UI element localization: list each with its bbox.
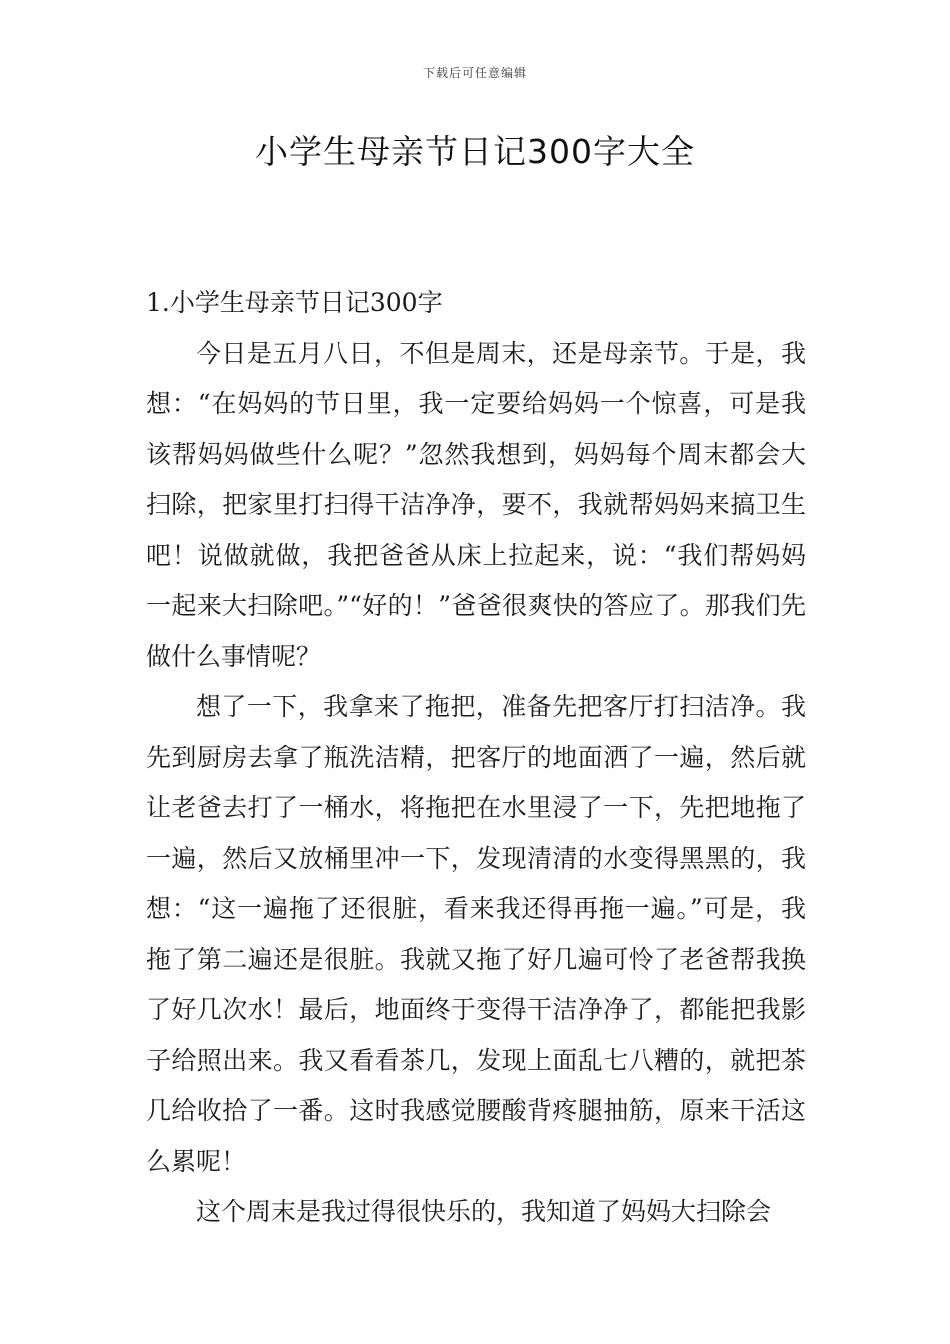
section-heading: 1.小学生母亲节日记300字 — [146, 288, 443, 317]
paragraph: 今日是五月八日，不但是周末，还是母亲节。于是，我想：“在妈妈的节日里，我一定要给妈妈一个惊喜，可是我该帮妈妈做些什么呢？”忽然我想到，妈妈每个周末都会大扫除，把家里打扫得干洁净净，要不，我就帮妈妈来搞卫生吧！说做就做，我把爸爸从床上拉起来，说：“我们帮妈妈一起来大扫除吧。”“好的！”爸爸很爽快的答应了。那我们先做什么事情呢？ — [146, 338, 806, 671]
paragraph: 这个周末是我过得很快乐的，我知道了妈妈大扫除会 — [196, 1197, 772, 1226]
document-title: 小学生母亲节日记300字大全 — [255, 132, 695, 171]
header-note: 下载后可任意编辑 — [422, 66, 527, 80]
document-body — [146, 278, 806, 1238]
paragraph: 想了一下，我拿来了拖把，准备先把客厅打扫洁净。我先到厨房去拿了瓶洗洁精，把客厅的地面洒了一遍，然后就让老爸去打了一桶水，将拖把在水里浸了一下，先把地拖了一遍，然后又放桶里冲一下，发现清清的水变得黑黑的，我想：“这一遍拖了还很脏，看来我还得再拖一遍。”可是，我拖了第二遍还是很脏。我就又拖了好几遍可怜了老爸帮我换了好几次水！最后，地面终于变得干洁净净了，都能把我影子给照出来。我又看看茶几，发现上面乱七八糟的，就把茶几给收拾了一番。这时我感觉腰酸背疼腿抽筋，原来干活这么累呢！ — [146, 692, 806, 1176]
